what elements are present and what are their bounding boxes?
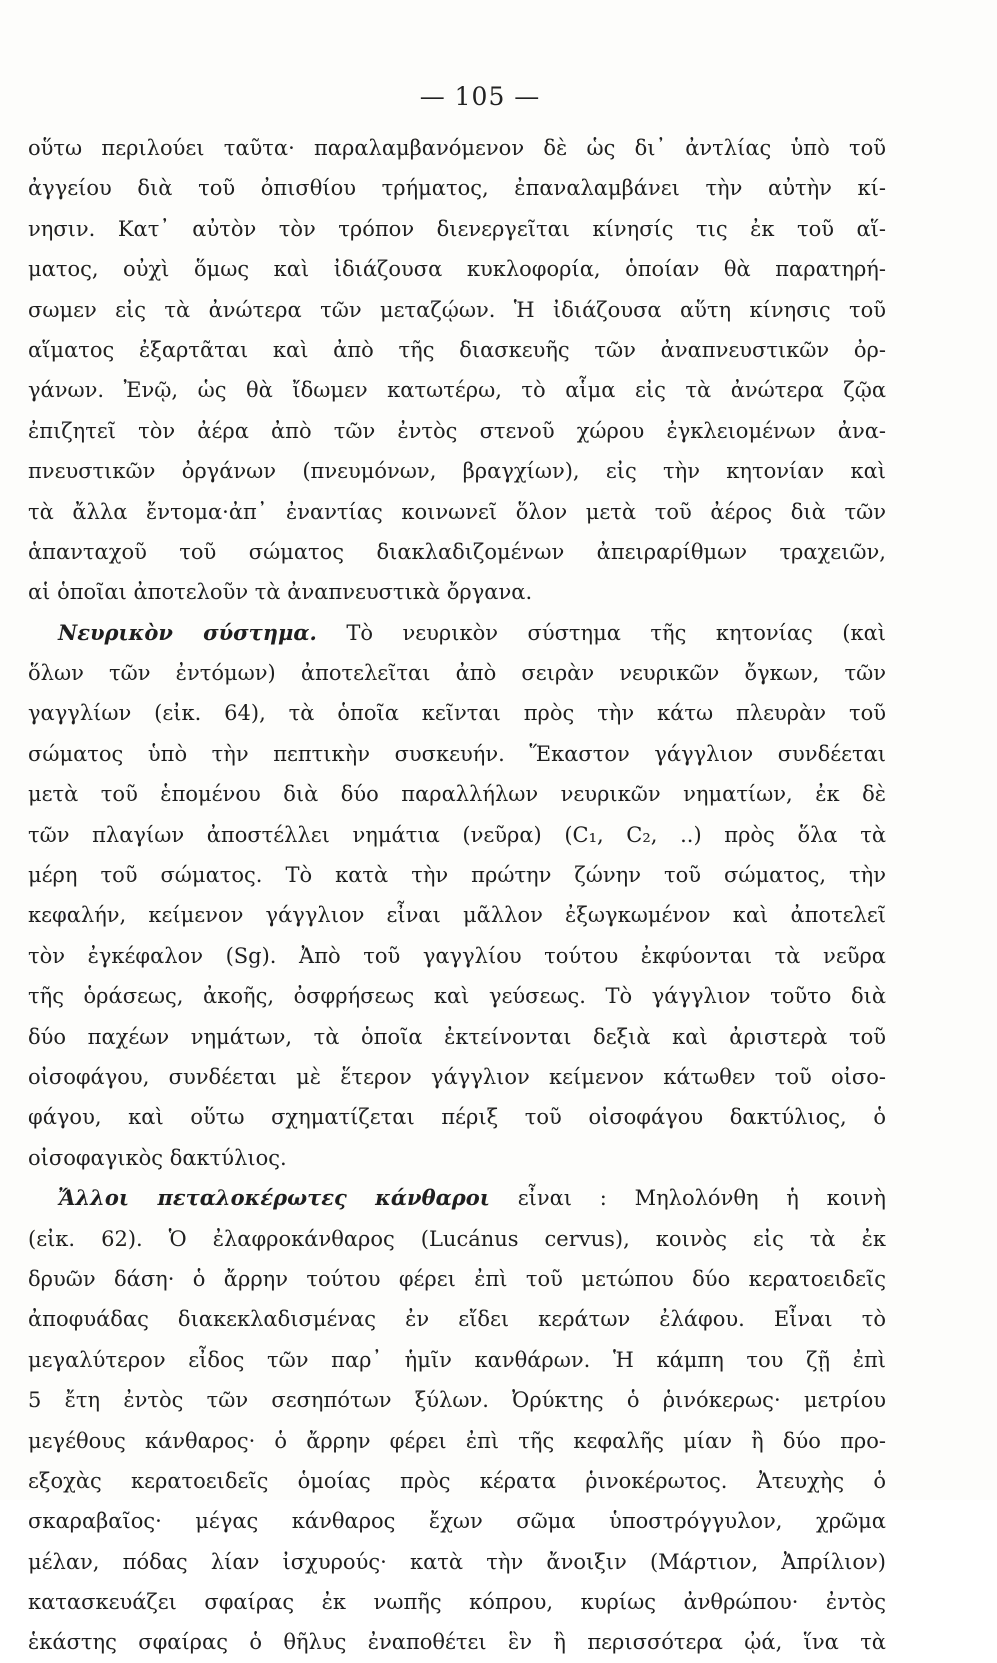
- section-heading-other-beetles: Ἄλλοι πεταλοκέρωτες κάνθαροι: [58, 1185, 490, 1211]
- heading-line-nervous: [28, 613, 886, 653]
- text-line: σωμεν εἰς τὰ ἀνώτερα τῶν μεταζῴων. Ἡ ἰδιάζουσα αὕτη κίνησις τοῦ: [28, 297, 886, 322]
- text-line: γαγγλίων (εἰκ. 64), τὰ ὁποῖα κεῖνται πρὸς τὴν κάτω πλευρὰν τοῦ: [28, 701, 886, 726]
- text-line: φάγου, καὶ οὕτω σχηματίζεται πέριξ τοῦ οἰσοφάγου δακτύλιος, ὁ: [28, 1105, 886, 1130]
- text-line: κατασκευάζει σφαίρας ἐκ νωπῆς κόπρου, κυρίως ἀνθρώπου· ἐντὸς: [28, 1590, 886, 1615]
- text-line: μέρη τοῦ σώματος. Τὸ κατὰ τὴν πρώτην ζώνην τοῦ σώματος, τὴν: [28, 863, 886, 888]
- text-line: οἰσοφάγου, συνδέεται μὲ ἕτερον γάγγλιον κείμενον κάτωθεν τοῦ οἰσο-: [28, 1064, 886, 1089]
- text-line: μετὰ τοῦ ἑπομένου διὰ δύο παραλλήλων νευρικῶν νηματίων, ἐκ δὲ: [28, 782, 886, 807]
- text-line: τὸν ἐγκέφαλον (Sg). Ἀπὸ τοῦ γαγγλίου τούτου ἐκφύονται τὰ νεῦρα: [28, 943, 886, 968]
- text-line: ἀγγείου διὰ τοῦ ὀπισθίου τρήματος, ἐπαναλαμβάνει τὴν αὐτὴν κί-: [28, 176, 886, 201]
- text-line: σώματος ὑπὸ τὴν πεπτικὴν συσκευήν. Ἕκαστον γάγγλιον συνδέεται: [28, 741, 886, 766]
- text-line: ἁπανταχοῦ τοῦ σώματος διακλαδιζομένων ἀπειραρίθμων τραχειῶν,: [28, 539, 886, 564]
- text-line: αἱ ὁποῖαι ἀποτελοῦν τὰ ἀναπνευστικὰ ὄργανα.: [28, 580, 533, 605]
- paragraph-beetles: [28, 1219, 886, 1663]
- text-line: σκαραβαῖος· μέγας κάνθαρος ἔχων σῶμα ὑποστρόγγυλον, χρῶμα: [28, 1509, 886, 1534]
- text-line: τὰ ἄλλα ἔντομα·ἀπ᾽ ἐναντίας κοινωνεῖ ὅλον μετὰ τοῦ ἀέρος διὰ τῶν: [28, 499, 886, 524]
- text-line: ἑκάστης σφαίρας ὁ θῆλυς ἐναποθέτει ἓν ἢ περισσότερα ᾠά, ἵνα τὰ: [28, 1630, 886, 1655]
- text-line: ἐπιζητεῖ τὸν ἀέρα ἀπὸ τῶν ἐντὸς στενοῦ χώρου ἐγκλειομένων ἀνα-: [28, 418, 886, 443]
- text-line: νησιν. Κατ᾽ αὐτὸν τὸν τρόπον διενεργεῖται κίνησίς τις ἐκ τοῦ αἵ-: [28, 216, 886, 241]
- page-number: — 105 —: [419, 82, 541, 111]
- text-line: γάνων. Ἐνῷ, ὡς θὰ ἴδωμεν κατωτέρω, τὸ αἷμα εἰς τὰ ἀνώτερα ζῷα: [28, 378, 886, 403]
- text-line: μεγαλύτερον εἶδος τῶν παρ᾽ ἡμῖν κανθάρων. Ἡ κάμπη του ζῇ ἐπὶ: [28, 1347, 886, 1372]
- text-line: μέλαν, πόδας λίαν ἰσχυρούς· κατὰ τὴν ἄνοιξιν (Μάρτιον, Ἀπρίλιον): [28, 1549, 886, 1574]
- text-line: δύο παχέων νημάτων, τὰ ὁποῖα ἐκτείνονται δεξιὰ καὶ ἀριστερὰ τοῦ: [28, 1024, 886, 1049]
- text-line: (εἰκ. 62). Ὁ ἐλαφροκάνθαρος (Lucánus cervus), κοινὸς εἰς τὰ ἐκ: [28, 1226, 886, 1251]
- text-line: αἵματος ἐξαρτᾶται καὶ ἀπὸ τῆς διασκευῆς τῶν ἀναπνευστικῶν ὀρ-: [28, 337, 886, 362]
- text-line: ματος, οὐχὶ ὅμως καὶ ἰδιάζουσα κυκλοφορία, ὁποίαν θὰ παρατηρή-: [28, 257, 886, 282]
- text-line: ἀποφυάδας διακεκλαδισμένας ἐν εἴδει κεράτων ἐλάφου. Εἶναι τὸ: [28, 1307, 886, 1332]
- paragraph-circulation: [28, 128, 886, 613]
- page-text: [28, 128, 886, 1663]
- text-line: 5 ἔτη ἐντὸς τῶν σεσηπότων ξύλων. Ὀρύκτης ὁ ῥινόκερως· μετρίου: [28, 1388, 886, 1413]
- text-line: ὅλων τῶν ἐντόμων) ἀποτελεῖται ἀπὸ σειρὰν νευρικῶν ὄγκων, τῶν: [28, 661, 886, 686]
- text-line: πνευστικῶν ὀργάνων (πνευμόνων, βραγχίων), εἰς τὴν κητονίαν καὶ: [28, 459, 886, 484]
- text-line: κεφαλήν, κείμενον γάγγλιον εἶναι μᾶλλον ἐξωγκωμένον καὶ ἀποτελεῖ: [28, 903, 886, 928]
- text-line: μεγέθους κάνθαρος· ὁ ἄρρην φέρει ἐπὶ τῆς κεφαλῆς μίαν ἢ δύο προ-: [28, 1428, 886, 1453]
- heading-line-text: εἶναι : Μηλολόνθη ἡ κοινὴ: [517, 1186, 886, 1211]
- heading-line-text: Τὸ νευρικὸν σύστημα τῆς κητονίας (καὶ: [346, 620, 886, 645]
- text-line: οὕτω περιλούει ταῦτα· παραλαμβανόμενον δὲ ὡς δι᾽ ἀντλίας ὑπὸ τοῦ: [28, 136, 886, 160]
- heading-line-beetles: [28, 1178, 886, 1218]
- text-line: δρυῶν δάση· ὁ ἄρρην τούτου φέρει ἐπὶ τοῦ μετώπου δύο κερατοειδεῖς: [28, 1266, 886, 1291]
- text-line: εξοχὰς κερατοειδεῖς ὁμοίας πρὸς κέρατα ῥινοκέρωτος. Ἀτευχὴς ὁ: [28, 1468, 886, 1493]
- text-line: τῆς ὁράσεως, ἀκοῆς, ὀσφρήσεως καὶ γεύσεως. Τὸ γάγγλιον τοῦτο διὰ: [28, 984, 886, 1009]
- text-line: τῶν πλαγίων ἀποστέλλει νημάτια (νεῦρα) (C₁, C₂, ..) πρὸς ὅλα τὰ: [28, 822, 886, 847]
- text-line: οἰσοφαγικὸς δακτύλιος.: [28, 1145, 287, 1170]
- section-heading-nervous-system: Νευρικὸν σύστημα.: [58, 619, 317, 645]
- paragraph-nervous-system: [28, 653, 886, 1178]
